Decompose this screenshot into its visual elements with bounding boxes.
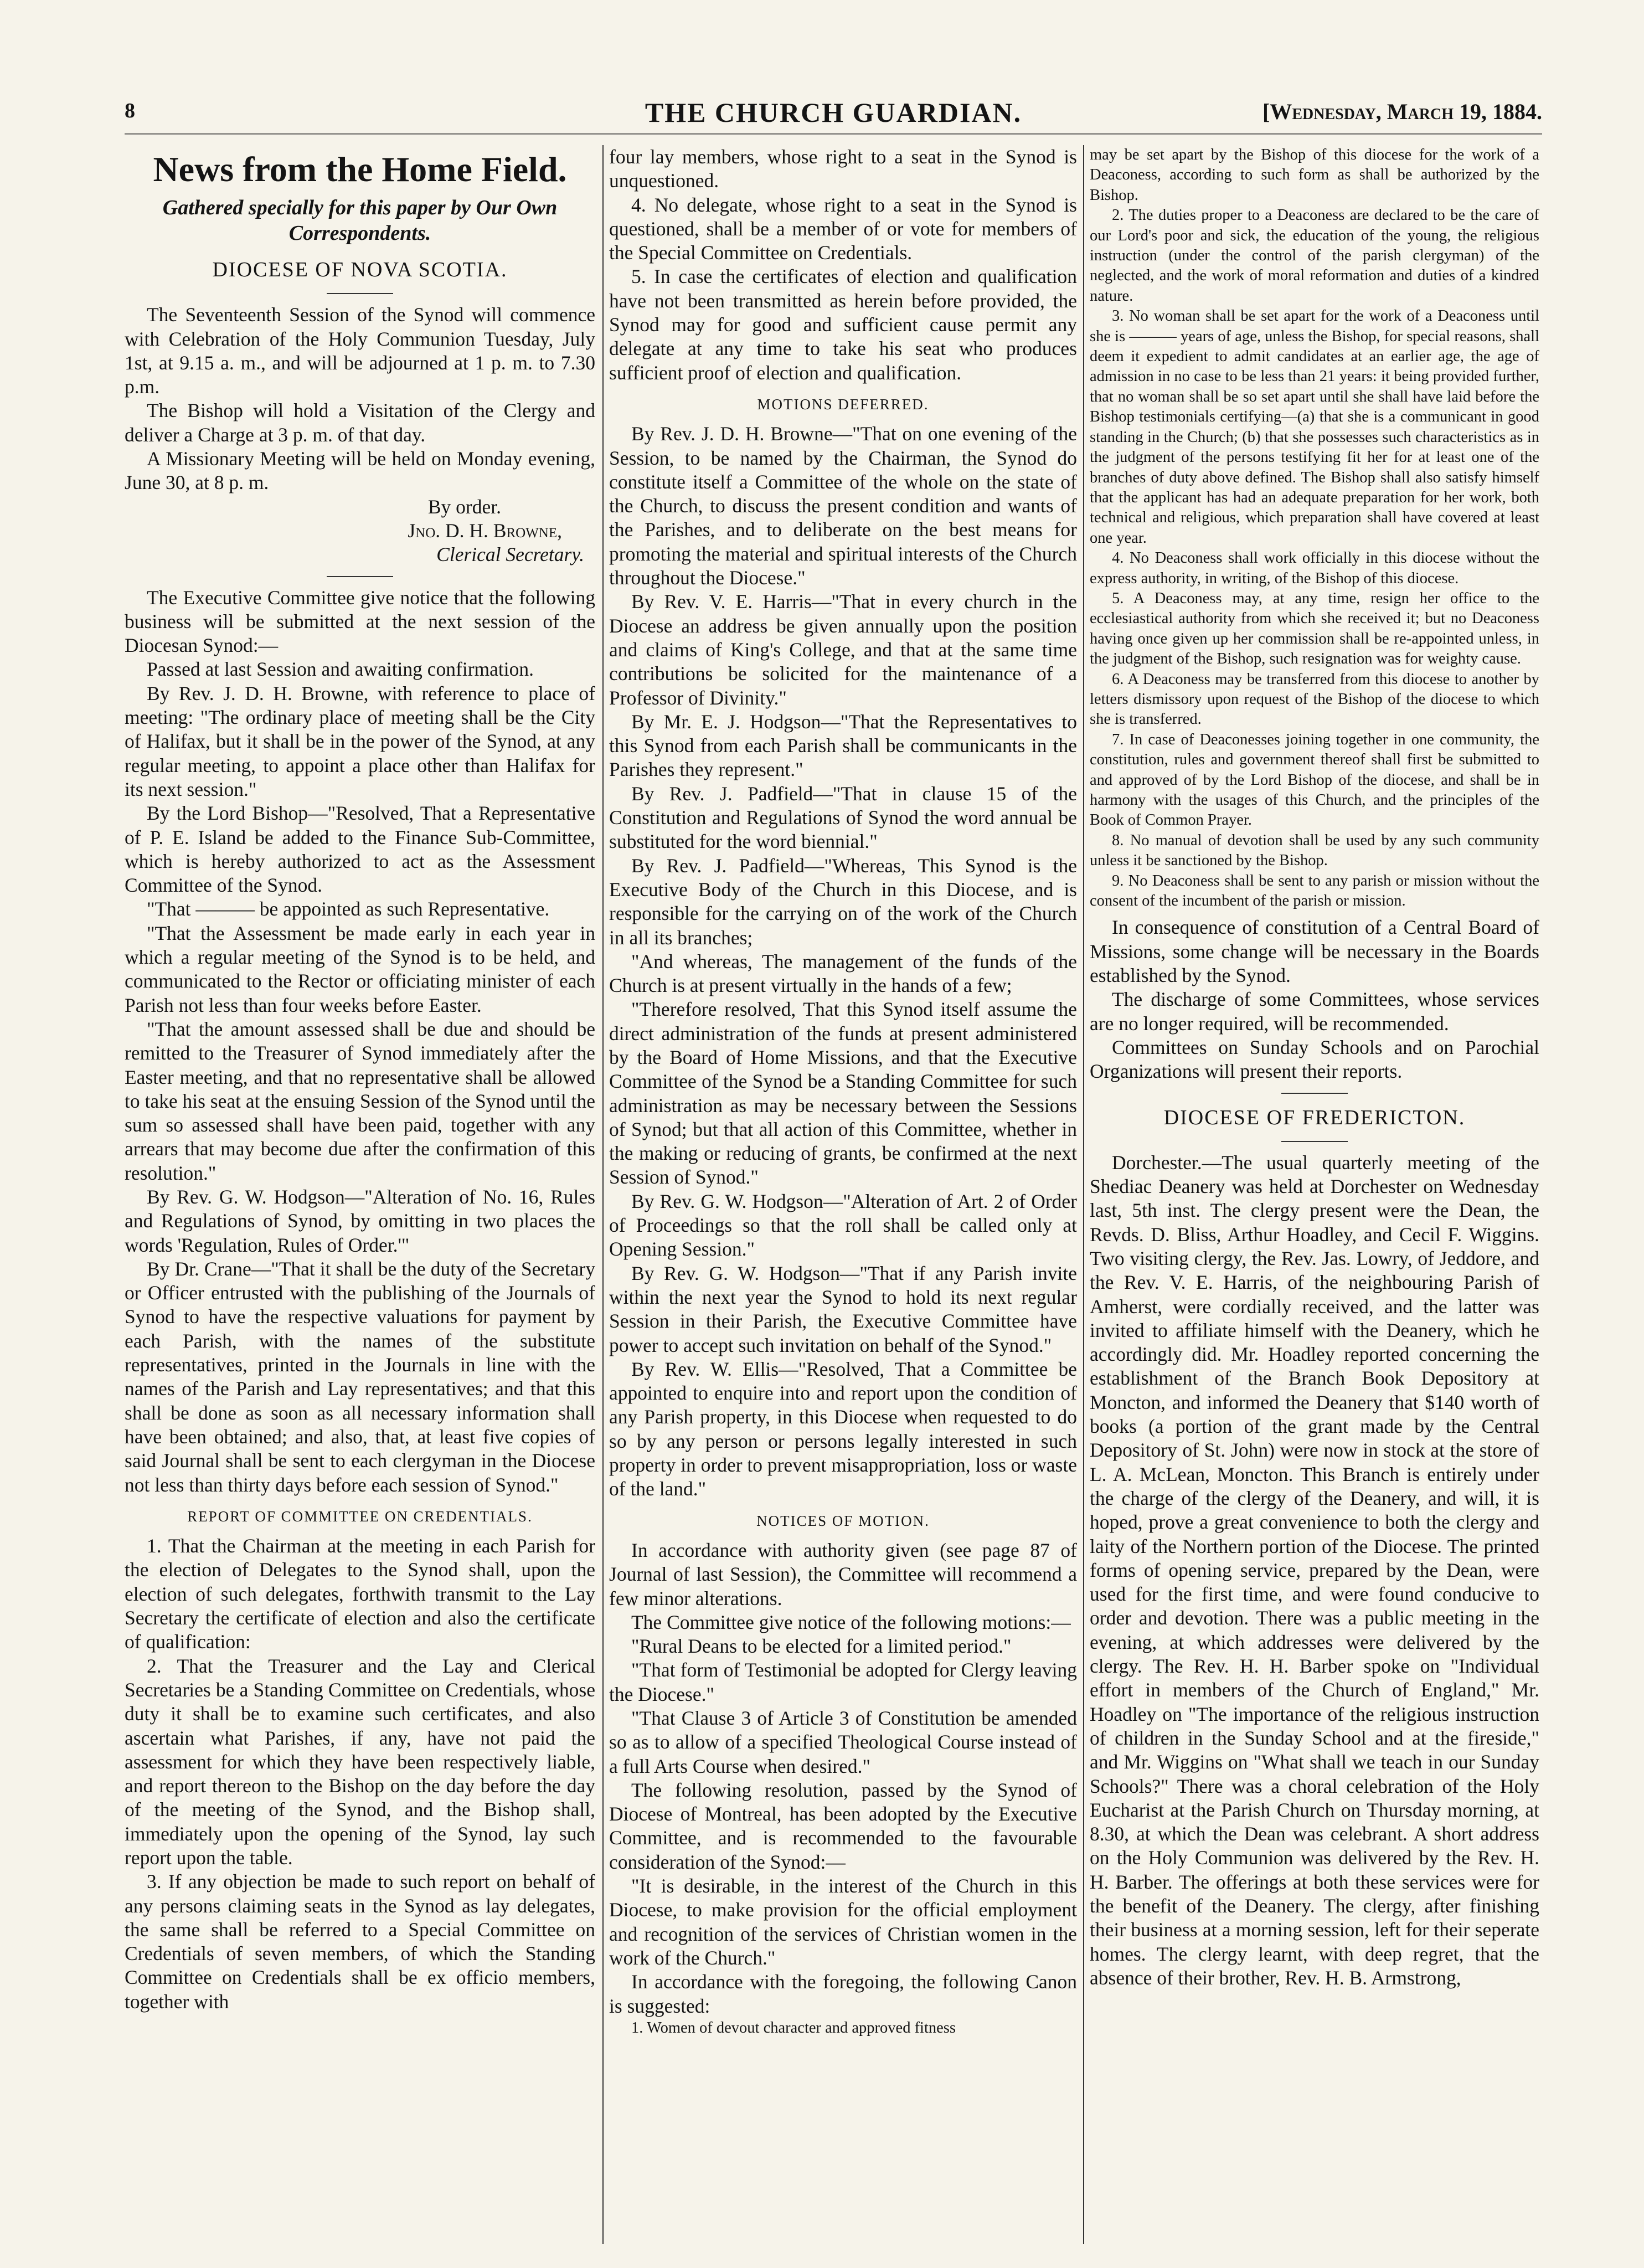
paragraph: By Rev. J. Padfield—"Whereas, This Synod is the Executive Body of the Church in this Diocese, and is responsible for the carrying on of the work of the Church in all its branches; (609, 854, 1077, 949)
paragraph: 1. That the Chairman at the meeting in each Parish for the election of Delegates to the Synod shall, upon the election of such delegates, forthwith transmit to the Lay Secretary the certificate of election and also the certificate of qualification: (125, 1535, 595, 1653)
issue-date: [Wednesday, March 19, 1884. (1262, 99, 1542, 124)
diocese-heading: DIOCESE OF FREDERICTON. (1163, 1105, 1466, 1129)
canon-clause: 7. In case of Deaconesses joining together in one community, the constitution, rules and government thereof shall first be submitted to and approved of by the Lord Bishop of the diocese, and shall be in harmony with the usages of this Church, and the principles of the Book of Common Prayer. (1090, 731, 1539, 829)
canon-clause: 9. No Deaconess shall be sent to any parish or mission without the consent of the incumbent of the parish or mission. (1090, 872, 1539, 910)
column-rule (1083, 145, 1084, 2244)
paragraph: In accordance with the foregoing, the following Canon is suggested: (609, 1971, 1077, 2017)
by-order: By order. (427, 495, 501, 518)
paragraph: Passed at last Session and awaiting confirmation. (147, 658, 534, 681)
paragraph: "And whereas, The management of the funds of the Church is at present virtually in the hands of a few; (609, 950, 1077, 997)
paragraph: In accordance with authority given (see page 87 of Journal of last Session), the Committee will recommend a few minor alterations. (609, 1539, 1077, 1609)
divider (327, 576, 393, 577)
paragraph: "Therefore resolved, That this Synod itself assume the direct administration of the funds at present administered by the Board of Home Missions, and that the Executive Committee of the Synod be a Standing Committee for such administration as may be necessary between the Sessions of Synod; but that all action of this Committee, whether in the making or reducing of grants, be confirmed at the next Session of Synod." (609, 998, 1077, 1189)
divider (327, 293, 393, 294)
canon-clause: 8. No manual of devotion shall be used by any such community unless it be sanctioned by the Bishop. (1090, 831, 1539, 870)
canon-clause: 2. The duties proper to a Deaconess are declared to be the care of our Lord's poor and sick, the education of the young, the religious instruction (under the control of the parish clergyman) of the neglected, and the work of moral reformation and duties of a kindred nature. (1090, 207, 1539, 305)
paragraph: By Rev. J. D. H. Browne, with reference to place of meeting: "The ordinary place of meeting shall be the City of Halifax, but it shall be in the power of the Synod, at any regular meeting, to appoint a place other than Halifax for its next session." (125, 682, 595, 800)
column-1 (125, 145, 595, 2244)
paragraph: By Rev. V. E. Harris—"That in every church in the Diocese an address be given annually upon the position and claims of King's College, and that at the same time contributions be solicited for the maintenance of a Professor of Divinity." (609, 590, 1077, 709)
paragraph: By Rev. W. Ellis—"Resolved, That a Committee be appointed to enquire into and report upon the condition of any Parish property, in this Diocese when requested to do so by any person or persons legally interested in such property in order to prevent misappropriation, loss or waste of the land." (609, 1357, 1077, 1500)
paragraph: 1. Women of devout character and approved fitness (631, 2019, 956, 2036)
paragraph: A Missionary Meeting will be held on Monday evening, June 30, at 8 p. m. (125, 448, 595, 494)
paragraph: The Bishop will hold a Visitation of the Clergy and deliver a Charge at 3 p. m. of that day. (125, 399, 595, 446)
paragraph: 2. That the Treasurer and the Lay and Clerical Secretaries be a Standing Committee on Credentials, whose duty it shall be to examine such certificates, and also ascertain what Parishes, if any, have not paid the assessment for which they have been respectively liable, and report thereon to the Bishop on the day before the day of the meeting of the Synod, and the Bishop shall, immediately upon the opening of the Synod, lay such report upon the table. (125, 1654, 595, 1869)
paragraph: By Rev. G. W. Hodgson—"That if any Parish invite within the next year the Synod to hold its next regular Session in their Parish, the Executive Committee have power to accept such invitation on behalf of the Synod." (609, 1262, 1077, 1356)
paragraph: "That Clause 3 of Article 3 of Constitution be amended so as to allow of a specified Theological Course instead of a full Arts Course when desired." (609, 1707, 1077, 1777)
paragraph: The discharge of some Committees, whose services are no longer required, will be recommended. (1090, 988, 1539, 1035)
column-rule (602, 145, 604, 2244)
subheading: MOTIONS DEFERRED. (757, 395, 929, 413)
paragraph: By Rev. G. W. Hodgson—"Alteration of No. 16, Rules and Regulations of Synod, by omitting in two places the words 'Regulation, Rules of Order.'" (125, 1185, 595, 1256)
paragraph: By Mr. E. J. Hodgson—"That the Representatives to this Synod from each Parish shall be communicants in the Parishes they represent." (609, 710, 1077, 781)
signer-name: Jno. D. H. Browne, (408, 519, 562, 542)
divider (1281, 1141, 1348, 1142)
canon-clause: 6. A Deaconess may be transferred from this diocese to another by letters dismissory upon request of the Bishop of the diocese to which she is transferred. (1090, 670, 1539, 728)
paragraph: Committees on Sunday Schools and on Parochial Organizations will present their reports. (1090, 1036, 1539, 1083)
paragraph: "That ——— be appointed as such Representative. (147, 898, 550, 920)
paragraph: 5. In case the certificates of election and qualification have not been transmitted as herein before provided, the Synod may for good and sufficient cause permit any delegate at any time to take his seat who produces sufficient proof of election and qualification. (609, 265, 1077, 384)
canon-clause: 5. A Deaconess may, at any time, resign her office to the ecclesiastical authority from which she received it; but no Deaconess having once given up her commission shall be re-appointed unless, in the judgment of the Bishop, such resignation was for weighty cause. (1090, 589, 1539, 668)
subheading: REPORT OF COMMITTEE ON CREDENTIALS. (187, 1508, 533, 1525)
divider (1281, 1093, 1348, 1094)
paragraph: By Dr. Crane—"That it shall be the duty of the Secretary or Officer entrusted with the publishing of the Journals of Synod to have the respective valuations for payment by each Parish, with the names of the substitute representatives, printed in the Journals in line with the names of the Parish and Lay representatives; and that this shall be done as soon as all necessary information shall have been obtained; and also, that, at least five copies of said Journal shall be sent to each clergyman in the Diocese not less than thirty days before each session of Synod." (125, 1257, 595, 1496)
page-header (125, 93, 1542, 135)
paragraph: By Rev. G. W. Hodgson—"Alteration of Art. 2 of Order of Proceedings so that the roll shall be called only at Opening Session." (609, 1190, 1077, 1261)
paragraph: Dorchester.—The usual quarterly meeting of the Shediac Deanery was held at Dorchester on Wednesday last, 5th inst. The clergy present were the Dean, the Revds. D. Bliss, Arthur Hoadley, and Cecil F. Wiggins. Two visiting clergy, the Rev. Jas. Lowry, of Jeddore, and the Rev. V. E. Harris, of the neighbouring Parish of Amherst, were cordially received, and the latter was invited to affiliate himself with the Deanery, which he accordingly did. Mr. Hoadley reported concerning the establishment of the Branch Book Depository at Moncton, and informed the Deanery that $140 worth of books (a portion of the grant made by the Central Depository of St. John) were now in stock at the store of L. A. McLean, Moncton. This Branch is entirely under the charge of the clergy of the Deanery, and will, it is hoped, prove a great convenience to both the clergy and laity of the Northern portion of the Diocese. The printed forms of opening service, prepared by the Dean, were used for the first time, and were found conducive to order and devotion. There was a public meeting in the evening, at which addresses were delivered by the clergy. The Rev. H. H. Barber spoke on "Individual effort in members of the Church of England," Mr. Hoadley on "The importance of the religious instruction of children in the Sunday School and at the fireside," and Mr. Wiggins on "What shall we teach in our Sunday Schools?" There was a choral celebration of the Holy Eucharist at the Parish Church on Thursday morning, at 8.30, at which the Dean was celebrant. A short address on the Holy Communion was delivered by the Rev. H. H. Barber. The offerings at both these services were for the benefit of the Deanery. The clergy, after finishing their business at a morning session, left for their seperate homes. The clergy learnt, with deep regret, that the absence of their brother, Rev. H. B. Armstrong, (1090, 1151, 1539, 1989)
paragraph: The Executive Committee give notice that the following business will be submitted at the next session of the Diocesan Synod:— (125, 586, 595, 657)
paragraph: By the Lord Bishop—"Resolved, That a Representative of P. E. Island be added to the Finance Sub-Committee, which is hereby authorized to act as the Assessment Committee of the Synod. (125, 802, 595, 897)
paragraph: By Rev. J. D. H. Browne—"That on one evening of the Session, to be named by the Chairman, the Synod do constitute itself a Committee of the whole on the state of the Church, to discuss the present condition and wants of the Parishes, and to deliberate on the best means for promoting the material and spiritual interests of the Church throughout the Diocese." (609, 423, 1077, 589)
canon-clause: 4. No Deaconess shall work officially in this diocese without the express authority, in writing, of the Bishop of this diocese. (1090, 549, 1539, 587)
paragraph: In consequence of constitution of a Central Board of Missions, some change will be necessary in the Boards established by the Synod. (1090, 916, 1539, 987)
paragraph: 4. No delegate, whose right to a seat in the Synod is questioned, shall be a member of or vote for members of the Special Committee on Credentials. (609, 193, 1077, 264)
paragraph: "That the Assessment be made early in each year in which a regular meeting of the Synod is to be held, and communicated to the Rector or officiating minister of each Parish not less than four weeks before Easter. (125, 922, 595, 1016)
signer-title: Clerical Secretary. (436, 543, 584, 566)
page-number: 8 (125, 99, 135, 122)
section-title: News from the Home Field. (153, 150, 567, 189)
paragraph: By Rev. J. Padfield—"That in clause 15 of the Constitution and Regulations of Synod the word annual be substituted for the word biennial." (609, 782, 1077, 853)
paragraph: 3. If any objection be made to such report on behalf of any persons claiming seats in the Synod as lay delegates, the same shall be referred to a Special Committee on Credentials of seven members, of which the Standing Committee on Credentials shall be ex officio members, together with (125, 1870, 595, 2013)
paragraph: The Committee give notice of the following motions:— (631, 1611, 1071, 1633)
paragraph: The Seventeenth Session of the Synod will commence with Celebration of the Holy Communion Tuesday, July 1st, at 9.15 a. m., and will be adjourned at 1 p. m. to 7.30 p.m. (125, 304, 595, 398)
paragraph: "That the amount assessed shall be due and should be remitted to the Treasurer of Synod immediately after the Easter meeting, and that no representative shall be allowed to take his seat at the ensuing Session of the Synod until the sum so assessed shall have been paid, together with any arrears that may become due after the confirmation of this resolution." (125, 1017, 595, 1184)
section-subtitle: Gathered specially for this paper by Our Own Correspondents. (162, 196, 558, 245)
newspaper-title: THE CHURCH GUARDIAN. (645, 97, 1022, 128)
paragraph: four lay members, whose right to a seat in the Synod is unquestioned. (609, 146, 1077, 192)
column-3 (1090, 145, 1539, 2244)
subheading: NOTICES OF MOTION. (756, 1512, 930, 1529)
column-2 (609, 145, 1077, 2244)
paragraph: "That form of Testimonial be adopted for Clergy leaving the Diocese." (609, 1659, 1077, 1705)
paragraph: The following resolution, passed by the Synod of Diocese of Montreal, has been adopted by the Executive Committee, and is recommended to the favourable consideration of the Synod:— (609, 1778, 1077, 1873)
diocese-heading: DIOCESE OF NOVA SCOTIA. (212, 258, 508, 281)
paragraph: "Rural Deans to be elected for a limited period." (631, 1635, 1012, 1658)
paragraph: "It is desirable, in the interest of the Church in this Diocese, to make provision for the official employment and recognition of the services of Christian women in the work of the Church." (609, 1875, 1077, 1969)
canon-clause: may be set apart by the Bishop of this diocese for the work of a Deaconess, according to such form as shall be authorized by the Bishop. (1090, 146, 1539, 204)
canon-clause: 3. No woman shall be set apart for the work of a Deaconess until she is ——— years of age, unless the Bishop, for special reasons, shall deem it expedient to admit candidates at an earlier age, the age of admission in no case to be less than 21 years: it being provided further, that no woman shall be so set apart until she shall have laid before the Bishop testimonials certifying—(a) that she is a communicant in good standing in the Church; (b) that she possesses such characteristics as in the judgment of the persons testifying fit her for at least one of the branches of duty above defined. The Bishop shall also satisfy himself that the applicant has had an adequate preparation for her work, both technical and religious, which preparation shall have covered at least one year. (1090, 307, 1539, 547)
